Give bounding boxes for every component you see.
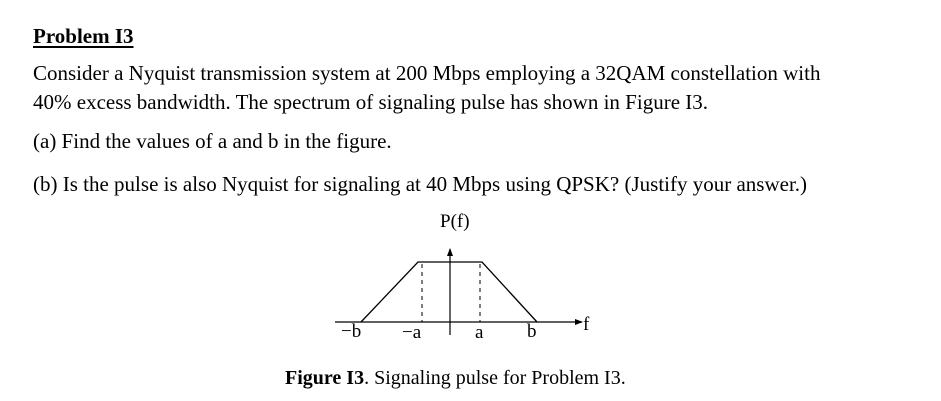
figure-caption-text: . Signaling pulse for Problem I3.	[364, 367, 626, 389]
problem-statement-line-2: 40% excess bandwidth. The spectrum of signaling pulse has shown in Figure I3.	[33, 90, 709, 114]
figure-caption	[285, 366, 626, 390]
problem-part-b: (b) Is the pulse is also Nyquist for signaling at 40 Mbps using QPSK? (Justify your answer.)	[33, 172, 808, 196]
y-axis-label: P(f)	[440, 211, 470, 232]
x-axis-label: f	[583, 314, 590, 335]
figure-caption-number: Figure I3	[285, 367, 365, 389]
spectrum-diagram	[330, 205, 610, 355]
tick-label-neg-b: −b	[341, 321, 362, 342]
tick-label-b: b	[527, 321, 537, 342]
signaling-pulse-figure	[330, 205, 610, 355]
problem-title: Problem I3	[33, 24, 134, 48]
tick-label-neg-a: −a	[402, 322, 422, 343]
problem-part-a: (a) Find the values of a and b in the figure.	[33, 129, 392, 153]
tick-label-a: a	[475, 322, 484, 343]
pulse-trapezoid	[361, 262, 537, 322]
problem-statement-line-1: Consider a Nyquist transmission system at 200 Mbps employing a 32QAM constellation with	[33, 61, 821, 85]
